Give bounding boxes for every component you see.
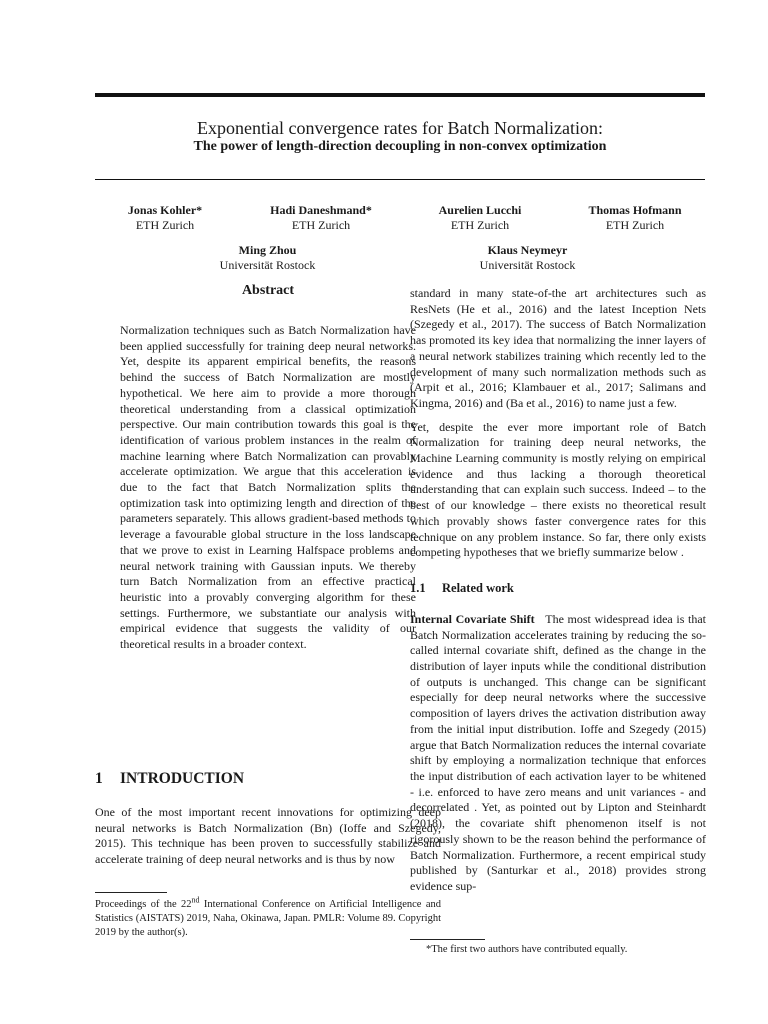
- section-number: 1: [95, 770, 103, 787]
- author-block: [450, 243, 605, 273]
- author-name: Ming Zhou: [238, 243, 297, 257]
- subsection-number: 1.1: [410, 580, 426, 595]
- proceedings-text-rest: International Conference on Artificial Intelligence and Statistics (AISTATS) 2019, Naha, Okinawa, Japan. PMLR: Volume 89. Copyright 2019 by the author(s).: [95, 899, 441, 938]
- top-rule: [95, 93, 705, 97]
- section-title: INTRODUCTION: [120, 770, 245, 787]
- abstract-text: Normalization techniques such as Batch Normalization have been applied successfully for training deep neural networks. Yet, despite its apparent empirical benefits, the reasons behind the success of Batch Normalization are mostly hypothetical. We here aim to provide a more thorough theoretical understanding from a classical optimization perspective. Our main contribution towards this goal is the identification of various problem instances in the realm of machine learning where Batch Normalization can provably accelerate optimization. We argue that this acceleration is due to the fact that Batch Normalization splits the optimization task into optimizing length and direction of the parameters separately. This allows gradient-based methods to leverage a favourable global structure in the loss landscape that we prove to exist in Learning Halfspace problems and neural network training with Gaussian inputs. We thereby turn Batch Normalization from an effective practical heuristic into a provably converging algorithm for these settings. Furthermore, we substantiate our analysis with empirical evidence that suggests the validity of our theoretical results in a broader context.: [120, 323, 416, 652]
- paragraph-text: The most widespread idea is that Batch Normalization accelerates training by reducing the so-called internal covariate shift, defined as the change in the distribution of layer inputs while the conditional distribution of outputs is unchanged. This change can be significant especially for deep neural networks where the successive composition of layers drives the activation distribution away from the initial input distribution. Ioffe and Szegedy (2015) argue that Batch Normalization reduces the internal covariate shift by employing a normalization technique that enforces the input distribution of each activation layer to be whitened - i.e. enforced to have zero means and unit variances - and decorrelated . Yet, as pointed out by Lipton and Steinhardt (2018), the covariate shift phenomenon itself is not rigorously shown to be the reason behind the performance of Batch Normalization. Furthermore, a recent empirical study published by (Santurkar et al., 2018) provides strong evidence sup-: [410, 611, 706, 893]
- author-name: Aurelien Lucchi: [438, 203, 522, 217]
- right-column: [410, 286, 706, 895]
- ordinal-superscript: nd: [191, 895, 200, 905]
- author-name: Hadi Daneshmand*: [270, 203, 372, 217]
- author-affiliation: ETH Zurich: [450, 218, 510, 232]
- author-affiliation: Universität Rostock: [219, 258, 316, 272]
- author-name: Jonas Kohler*: [127, 203, 203, 217]
- author-block: [245, 203, 397, 233]
- paper-title: Exponential convergence rates for Batch Normalization:: [196, 118, 603, 138]
- equal-contribution-footnote: *The first two authors have contributed equally.: [426, 944, 628, 955]
- proceedings-footnote: [95, 895, 441, 940]
- author-name: Thomas Hofmann: [588, 203, 682, 217]
- paper-subtitle: The power of length-direction decoupling in non-convex optimization: [193, 139, 607, 154]
- author-name: Klaus Neymeyr: [487, 243, 568, 257]
- body-paragraph: [410, 612, 706, 895]
- author-block: [190, 243, 345, 273]
- author-block: [95, 203, 235, 233]
- footnote-rule: [410, 939, 485, 940]
- body-paragraph: Yet, despite the ever more important role of Batch Normalization for training deep neural networks, the Machine Learning community is mostly relying on empirical evidence and thus lacking a thorough theoretical understanding that can explain such success. Indeed – to the best of our knowledge – there exists no theoretical result which provably shows faster convergence rates for this technique on any problem instance. So far, there only exists competing hypotheses that we briefly summarize below .: [410, 419, 706, 560]
- author-affiliation: ETH Zurich: [135, 218, 195, 232]
- author-affiliation: ETH Zurich: [605, 218, 665, 232]
- intro-text: One of the most important recent innovations for optimizing deep neural networks is Batch Normalization (Bn) (Ioffe and Szegedy, 2015). This technique has been proven to successfully stabilize and accelerate training of deep neural networks and is thus by now: [95, 805, 441, 867]
- footnote-rule: [95, 892, 167, 893]
- author-block: [410, 203, 550, 233]
- proceedings-text: Proceedings of the 22: [95, 899, 192, 910]
- author-block: [565, 203, 705, 233]
- run-in-heading: Internal Covariate Shift: [410, 611, 535, 626]
- body-paragraph: standard in many state-of-the art architectures such as ResNets (He et al., 2016) and the latest Inception Nets (Szegedy et al., 2017). The success of Batch Normalization has promoted its key idea that normalizing the inner layers of a neural network stabilizes training which recently led to the development of many such normalization methods such as (Arpit et al., 2016; Klambauer et al., 2017; Salimans and Kingma, 2016) and (Ba et al., 2016) to name just a few.: [410, 286, 706, 410]
- author-affiliation: ETH Zurich: [291, 218, 351, 232]
- author-affiliation: Universität Rostock: [479, 258, 576, 272]
- abstract-heading: Abstract: [241, 283, 295, 298]
- subsection-title: Related work: [442, 580, 514, 595]
- subsection-heading: [410, 581, 706, 596]
- section-heading: [95, 770, 244, 788]
- title-rule: [95, 179, 705, 180]
